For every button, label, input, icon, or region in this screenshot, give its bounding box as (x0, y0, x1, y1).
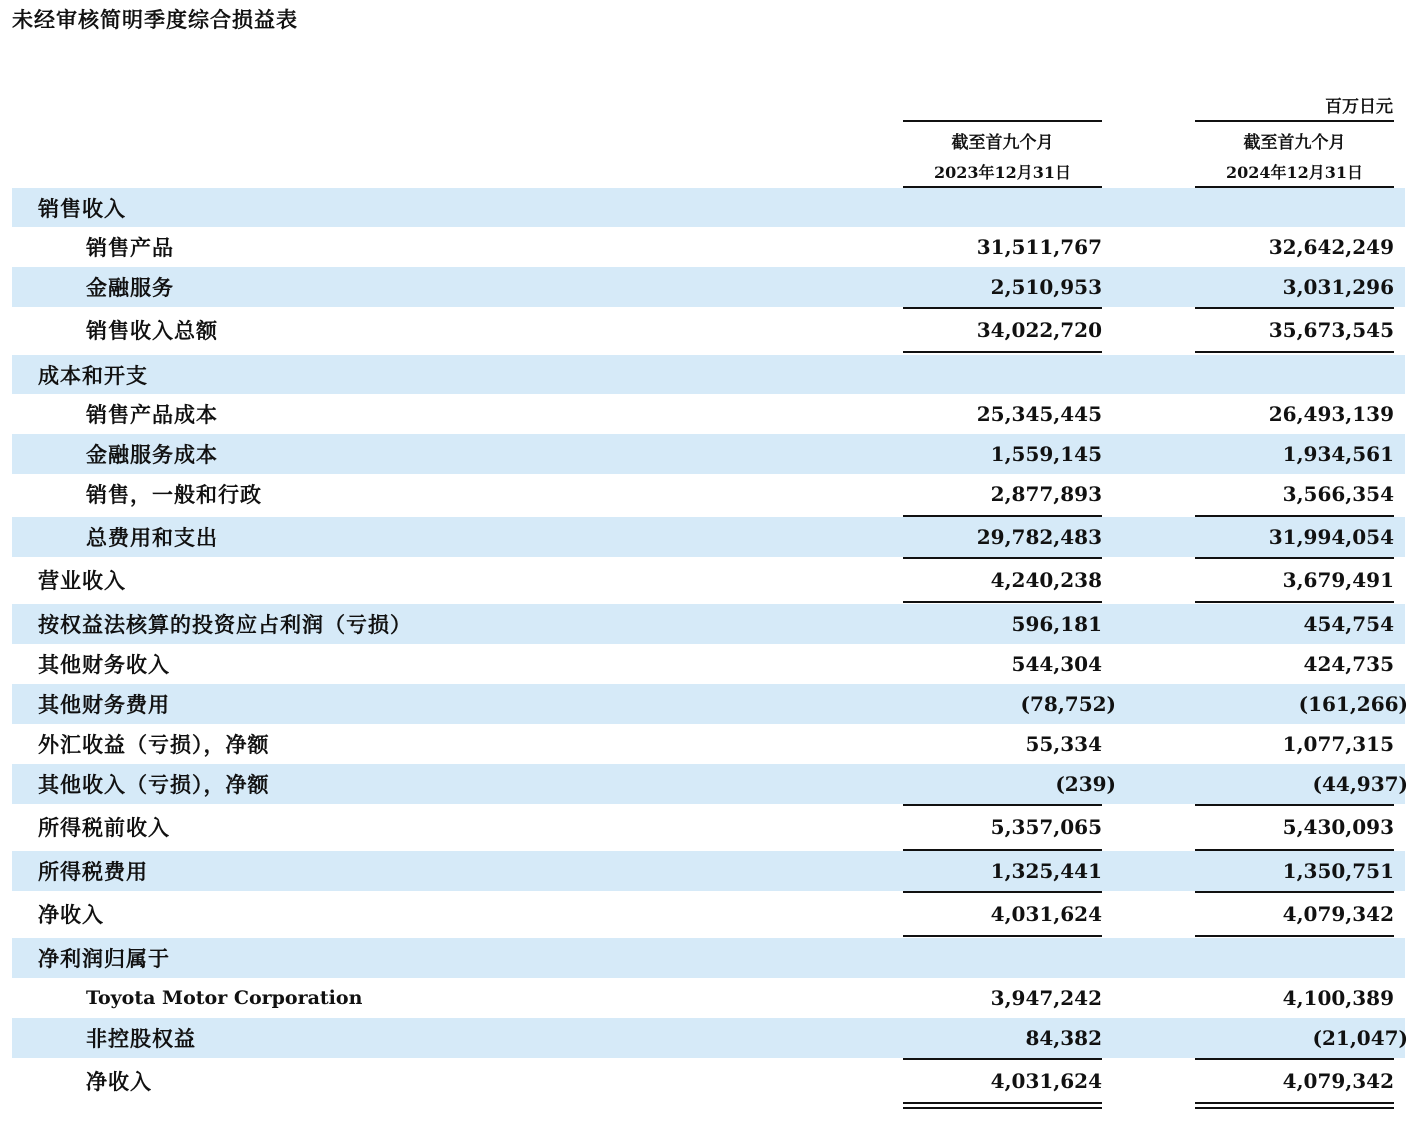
subtotal-rule (903, 601, 1102, 603)
row-label: 销售收入 (38, 195, 126, 221)
value-2023: 1,559,145 (990, 442, 1102, 466)
table-row (12, 604, 1405, 644)
total-double-rule (1195, 1102, 1394, 1109)
value-2023: 34,022,720 (976, 318, 1102, 342)
value-2024: 424,735 (1303, 652, 1394, 676)
table-row (12, 559, 1405, 601)
subtotal-rule (1195, 891, 1394, 893)
table-row (12, 978, 1405, 1018)
subtotal-rule (903, 557, 1102, 559)
subtotal-rule (903, 849, 1102, 851)
value-2023: 84,382 (1025, 1026, 1102, 1050)
table-row (12, 893, 1405, 935)
value-2024: 454,754 (1303, 612, 1394, 636)
value-2023: (78,752) (1020, 692, 1116, 716)
subtotal-rule (1195, 557, 1394, 559)
subtotal-rule (1195, 1058, 1394, 1060)
value-2023: 596,181 (1011, 612, 1102, 636)
table-row (12, 355, 1405, 394)
value-2023: 1,325,441 (990, 859, 1102, 883)
row-label: 按权益法核算的投资应占利润（亏损） (38, 612, 412, 637)
page-title: 未经审核简明季度综合损益表 (12, 7, 298, 32)
value-2023: 2,510,953 (990, 275, 1102, 299)
row-label: 销售，一般和行政 (86, 482, 262, 507)
value-2023: 4,031,624 (990, 1069, 1102, 1093)
row-label: 外汇收益（亏损），净额 (38, 732, 270, 757)
value-2024: (44,937) (1312, 772, 1408, 796)
subtotal-rule (903, 1058, 1102, 1060)
value-2024: 4,079,342 (1282, 1069, 1394, 1093)
value-2024: 4,100,389 (1282, 986, 1394, 1010)
row-label: 非控股权益 (86, 1026, 196, 1051)
column-period: 截至首九个月 (1243, 133, 1346, 153)
value-2024: 1,350,751 (1282, 859, 1394, 883)
value-2024: 35,673,545 (1268, 318, 1394, 342)
subtotal-rule (1195, 307, 1394, 309)
row-label: 金融服务 (86, 275, 174, 300)
value-2024: 3,566,354 (1282, 482, 1394, 506)
value-2024: 3,031,296 (1282, 275, 1394, 299)
table-row (12, 684, 1408, 724)
value-2023: 29,782,483 (976, 525, 1102, 549)
column-period: 截至首九个月 (951, 133, 1054, 153)
value-2024: (21,047) (1312, 1026, 1408, 1050)
subtotal-rule (903, 515, 1102, 517)
row-label: 销售产品 (86, 235, 174, 260)
table-row (12, 1018, 1408, 1058)
value-2023: 31,511,767 (976, 235, 1102, 259)
value-2023: (239) (1055, 772, 1116, 796)
value-2023: 4,031,624 (990, 902, 1102, 926)
row-label: 销售收入总额 (86, 318, 218, 343)
row-label: 总费用和支出 (86, 525, 218, 550)
subtotal-rule (903, 351, 1102, 353)
value-2024: 1,934,561 (1282, 442, 1394, 466)
value-2023: 5,357,065 (990, 815, 1102, 839)
row-label: 金融服务成本 (86, 442, 218, 467)
table-row (12, 474, 1405, 514)
table-row (12, 188, 1405, 227)
subtotal-rule (903, 804, 1102, 806)
row-label: 净利润归属于 (38, 946, 170, 971)
subtotal-rule (1195, 849, 1394, 851)
row-label: 其他财务收入 (38, 652, 170, 677)
value-2023: 55,334 (1025, 732, 1102, 756)
row-label: 所得税费用 (38, 859, 148, 884)
value-2023: 544,304 (1011, 652, 1102, 676)
subtotal-rule (1195, 351, 1394, 353)
subtotal-rule (903, 307, 1102, 309)
table-row (12, 517, 1405, 557)
value-2024: 4,079,342 (1282, 902, 1394, 926)
table-row (12, 724, 1405, 764)
row-label: 净收入 (38, 902, 104, 927)
value-2024: 31,994,054 (1268, 525, 1394, 549)
row-label: 其他收入（亏损），净额 (38, 772, 270, 797)
table-row (12, 309, 1405, 351)
value-2023: 3,947,242 (990, 986, 1102, 1010)
table-row (12, 434, 1405, 474)
table-row (12, 938, 1405, 978)
table-row (12, 644, 1405, 684)
table-row (12, 764, 1408, 804)
row-label: 净收入 (86, 1069, 152, 1094)
value-2023: 2,877,893 (990, 482, 1102, 506)
row-label: 营业收入 (38, 568, 126, 593)
row-label: 销售产品成本 (86, 402, 218, 427)
subtotal-rule (1195, 515, 1394, 517)
table-row (12, 267, 1405, 307)
table-row (12, 227, 1405, 267)
value-2023: 4,240,238 (990, 568, 1102, 592)
table-row (12, 394, 1405, 434)
column-date: 2024年12月31日 (1225, 163, 1364, 182)
table-row (12, 851, 1405, 891)
value-2024: 26,493,139 (1268, 402, 1394, 426)
row-label: 所得税前收入 (38, 815, 170, 840)
subtotal-rule (1195, 804, 1394, 806)
table-row (12, 1060, 1405, 1102)
subtotal-rule (1195, 935, 1394, 937)
row-label: 其他财务费用 (38, 692, 170, 717)
value-2024: 32,642,249 (1268, 235, 1394, 259)
value-2024: 1,077,315 (1282, 732, 1394, 756)
total-double-rule (903, 1102, 1102, 1109)
value-2023: 25,345,445 (976, 402, 1102, 426)
row-label: 成本和开支 (38, 362, 148, 388)
subtotal-rule (903, 935, 1102, 937)
value-2024: 5,430,093 (1282, 815, 1394, 839)
value-2024: 3,679,491 (1282, 568, 1394, 592)
column-date: 2023年12月31日 (933, 163, 1072, 182)
subtotal-rule (903, 891, 1102, 893)
table-row (12, 806, 1405, 848)
value-2024: (161,266) (1298, 692, 1408, 716)
subtotal-rule (1195, 601, 1394, 603)
currency-unit: 百万日元 (1325, 97, 1393, 117)
row-label: Toyota Motor Corporation (86, 987, 363, 1009)
